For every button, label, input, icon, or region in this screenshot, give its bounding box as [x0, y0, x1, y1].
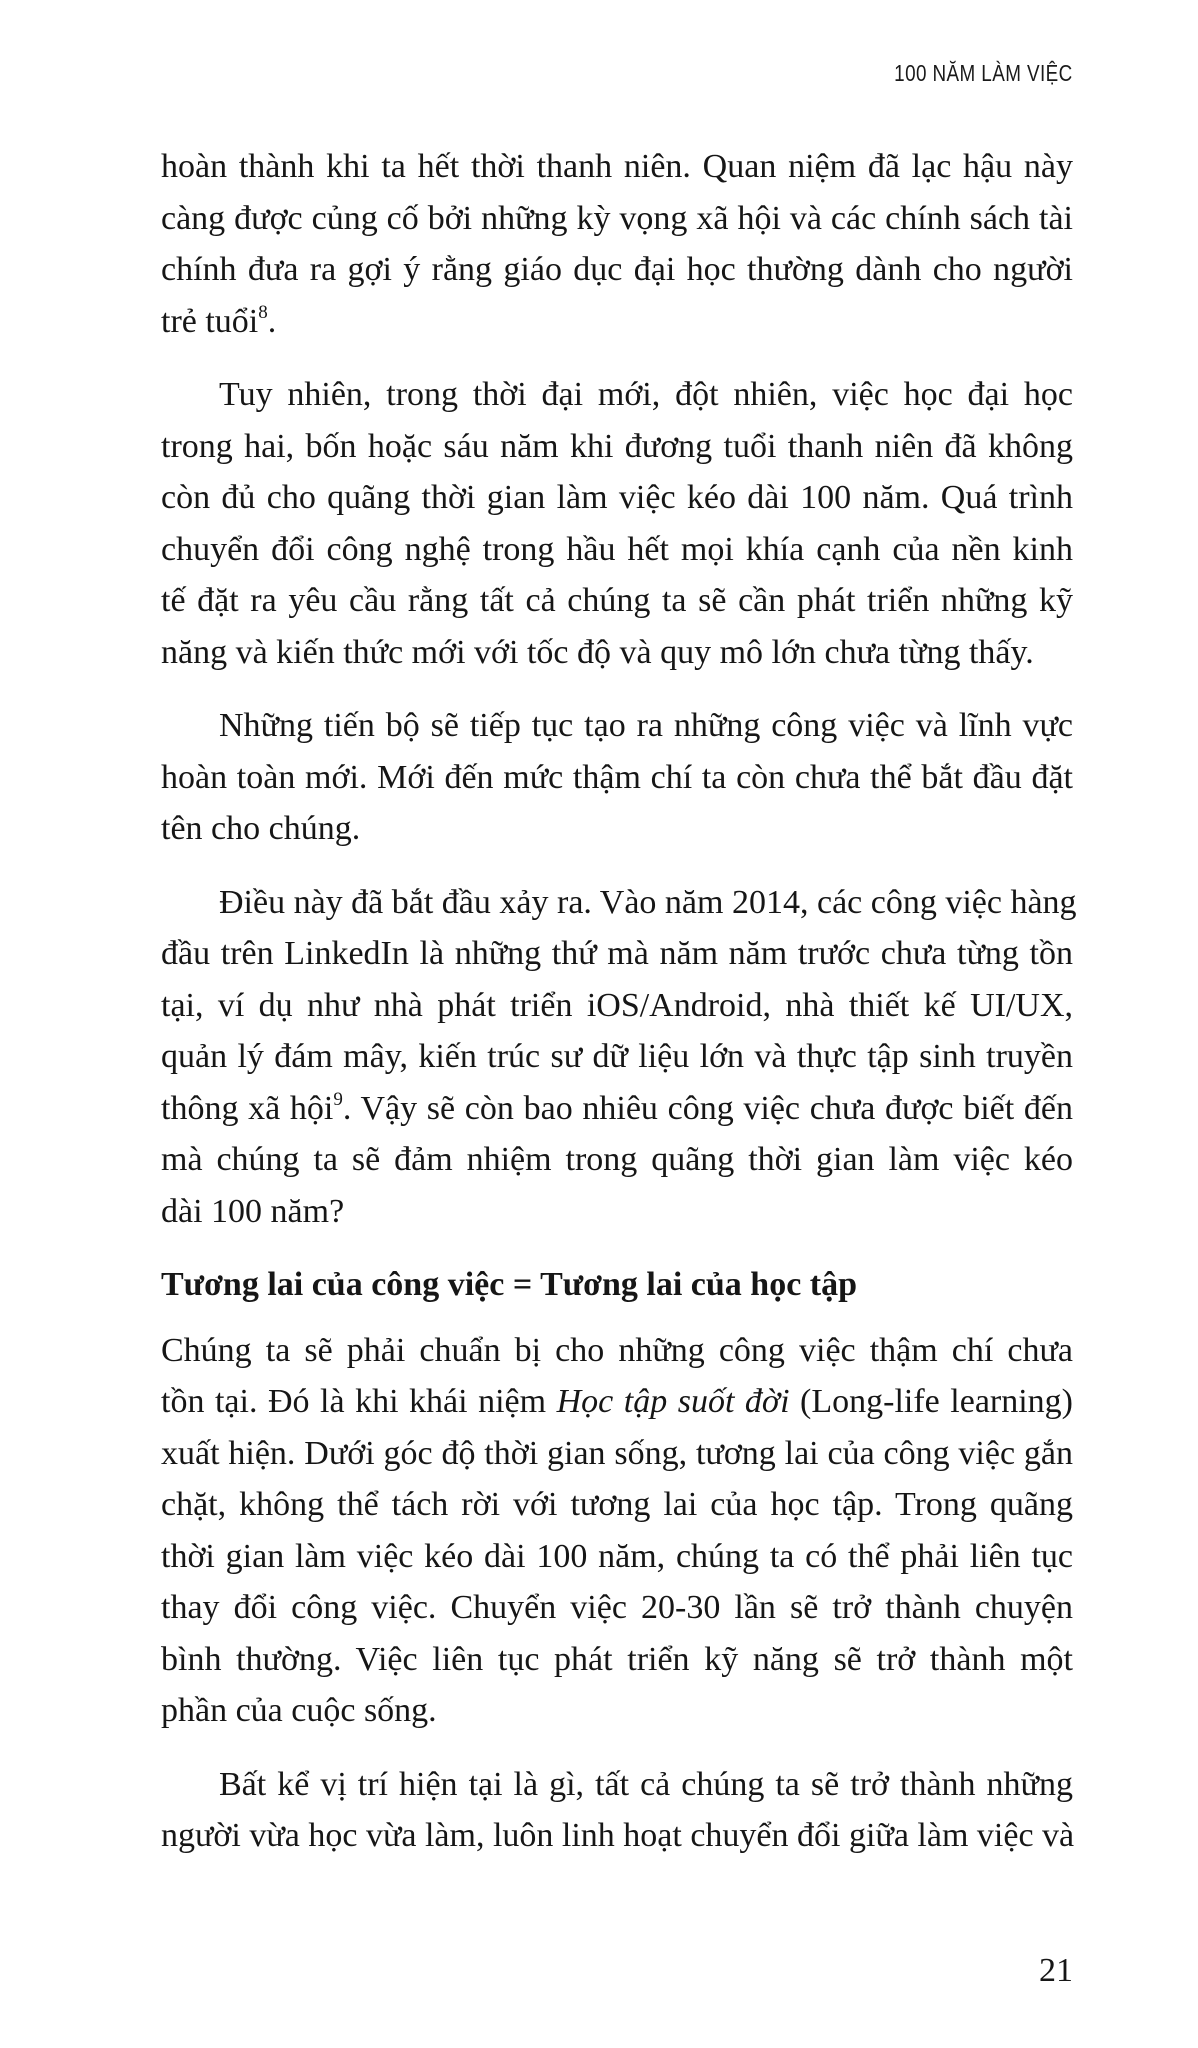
running-head: 100 NĂM LÀM VIỆC	[894, 60, 1073, 86]
text-line	[161, 928, 1073, 980]
text-span: tế đặt ra yêu cầu rằng tất cả chúng ta sẽ cần phát triển những kỹ	[161, 582, 1073, 619]
text-line	[161, 980, 1073, 1032]
text-line	[161, 803, 1073, 855]
paragraph	[161, 369, 1073, 678]
text-line	[161, 1810, 1073, 1862]
paragraph	[161, 141, 1073, 347]
text-span: trẻ tuổi	[161, 302, 259, 340]
text-line	[161, 1376, 1073, 1428]
text-line	[161, 627, 1073, 679]
text-line	[161, 472, 1073, 524]
text-line	[161, 1325, 1073, 1377]
text-span: trong hai, bốn hoặc sáu năm khi đương tuổi thanh niên đã không	[161, 427, 1073, 465]
text-span: năng và kiến thức mới với tốc độ và quy mô lớn chưa từng thấy.	[161, 633, 1034, 671]
text-span: dài 100 năm?	[161, 1192, 345, 1230]
text-span: người vừa học vừa làm, luôn linh hoạt chuyển đổi giữa làm việc và	[161, 1817, 1075, 1854]
page-number: 21	[1039, 1952, 1073, 1989]
text-line	[161, 752, 1073, 804]
text-span: .	[267, 302, 277, 340]
text-span: Những tiến bộ sẽ tiếp tục tạo ra những công việc và lĩnh vực	[219, 707, 1073, 744]
text-span: Điều này đã bắt đầu xảy ra. Vào năm 2014, các công việc hàng	[219, 883, 1077, 921]
text-span: xuất hiện. Dưới góc độ thời gian sống, tương lai của công việc gắn	[161, 1434, 1073, 1472]
text-span: Bất kể vị trí hiện tại là gì, tất cả chúng ta sẽ trở thành những	[219, 1765, 1073, 1803]
section-heading: Tương lai của công việc = Tương lai của học tập	[161, 1266, 858, 1303]
text-line	[161, 1031, 1073, 1083]
text-span: thay đổi công việc. Chuyển việc 20-30 lần sẽ trở thành chuyện	[161, 1589, 1073, 1626]
text-span: Chúng ta sẽ phải chuẩn bị cho những công việc thậm chí chưa	[161, 1331, 1073, 1369]
paragraph	[161, 1759, 1073, 1862]
body-text	[161, 141, 1077, 1884]
paragraph	[161, 700, 1073, 855]
text-line	[161, 369, 1073, 421]
text-line	[161, 877, 1077, 929]
text-line	[161, 193, 1073, 245]
text-line	[161, 1634, 1073, 1686]
text-span: phần của cuộc sống.	[161, 1692, 437, 1729]
text-span: chính đưa ra gợi ý rằng giáo dục đại học thường dành cho người	[161, 251, 1073, 288]
text-span: hoàn toàn mới. Mới đến mức thậm chí ta còn chưa thể bắt đầu đặt	[161, 758, 1073, 796]
text-span: càng được củng cố bởi những kỳ vọng xã hội và các chính sách tài	[161, 199, 1073, 237]
text-line	[161, 1134, 1073, 1186]
paragraph	[161, 1325, 1073, 1737]
text-line	[161, 575, 1073, 627]
italic-term: Học tập suốt đời	[556, 1383, 790, 1420]
text-span: hoàn thành khi ta hết thời thanh niên. Quan niệm đã lạc hậu này	[161, 148, 1073, 185]
text-line	[161, 1479, 1073, 1531]
text-span: (Long-life learning)	[789, 1383, 1073, 1420]
text-line	[161, 1582, 1073, 1634]
text-line	[161, 1759, 1073, 1811]
text-line	[161, 1083, 1073, 1135]
text-line	[161, 1685, 1073, 1737]
text-line	[161, 700, 1073, 752]
text-line	[161, 1428, 1073, 1480]
text-line	[161, 141, 1073, 193]
text-span: tồn tại. Đó là khi khái niệm	[161, 1383, 557, 1420]
text-span: . Vậy sẽ còn bao nhiêu công việc chưa được biết đến	[342, 1089, 1073, 1127]
text-span: còn đủ cho quãng thời gian làm việc kéo dài 100 năm. Quá trình	[161, 479, 1073, 516]
text-line	[161, 1186, 1073, 1238]
footnote-ref: 9	[333, 1088, 343, 1110]
footnote-ref: 8	[258, 301, 268, 323]
text-line	[161, 244, 1073, 296]
text-span: chặt, không thể tách rời với tương lai của học tập. Trong quãng	[161, 1486, 1073, 1523]
text-span: tại, ví dụ như nhà phát triển iOS/Android, nhà thiết kế UI/UX,	[161, 986, 1073, 1024]
text-span: bình thường. Việc liên tục phát triển kỹ năng sẽ trở thành một	[161, 1640, 1073, 1678]
text-span: tên cho chúng.	[161, 810, 361, 847]
text-span: mà chúng ta sẽ đảm nhiệm trong quãng thời gian làm việc kéo	[161, 1141, 1073, 1178]
paragraph	[161, 877, 1077, 1238]
text-span: thông xã hội	[161, 1089, 334, 1127]
text-line	[161, 1531, 1073, 1583]
text-line	[161, 421, 1073, 473]
text-span: chuyển đổi công nghệ trong hầu hết mọi khía cạnh của nền kinh	[161, 530, 1073, 568]
text-line	[161, 296, 1073, 348]
text-span: Tuy nhiên, trong thời đại mới, đột nhiên, việc học đại học	[219, 376, 1073, 413]
text-span: quản lý đám mây, kiến trúc sư dữ liệu lớn và thực tập sinh truyền	[161, 1038, 1073, 1075]
text-line	[161, 524, 1073, 576]
text-span: thời gian làm việc kéo dài 100 năm, chúng ta có thể phải liên tục	[161, 1537, 1073, 1575]
text-span: đầu trên LinkedIn là những thứ mà năm năm trước chưa từng tồn	[161, 935, 1073, 972]
